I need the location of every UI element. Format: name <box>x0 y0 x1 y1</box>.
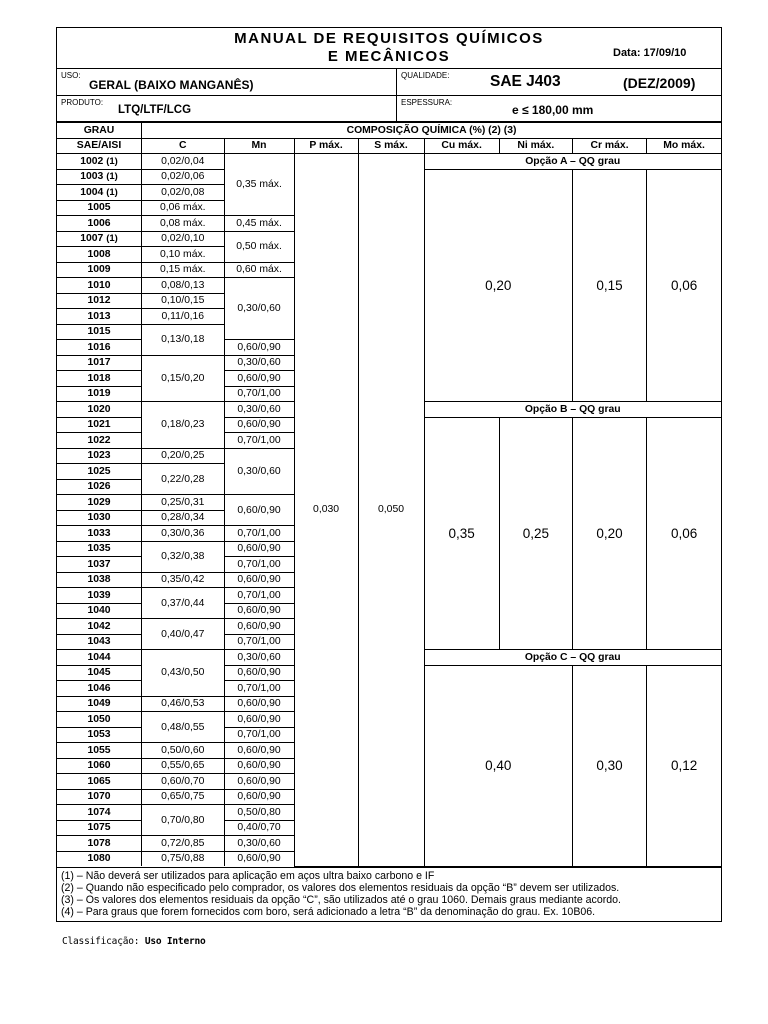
mo-max-value: 0,06 <box>647 169 721 402</box>
grade-number: 1039 <box>87 589 111 601</box>
manganese-cell: 0,30/0,60 <box>224 355 294 371</box>
ni-max-value: 0,25 <box>499 417 572 650</box>
cr-max-value: 0,15 <box>572 169 646 402</box>
grade-cell <box>57 247 142 263</box>
carbon-cell: 0,02/0,08 <box>142 185 224 201</box>
grade-number: 1013 <box>87 310 111 322</box>
grade-number: 1021 <box>87 419 111 431</box>
column-header: P máx. <box>294 138 358 154</box>
grade-cell <box>57 386 142 402</box>
grade-cell <box>57 371 142 387</box>
grade-number: 1044 <box>87 651 111 663</box>
grade-number: 1025 <box>87 465 111 477</box>
manganese-cell: 0,30/0,60 <box>224 650 294 666</box>
manganese-cell: 0,40/0,70 <box>224 820 294 836</box>
cu-ni-max-value: 0,20 <box>424 169 572 402</box>
manganese-cell: 0,60/0,90 <box>224 743 294 759</box>
grade-cell <box>57 216 142 232</box>
grade-cell <box>57 727 142 743</box>
carbon-cell: 0,15 máx. <box>142 262 224 278</box>
grade-cell <box>57 262 142 278</box>
grade-cell <box>57 340 142 356</box>
cr-max-value: 0,20 <box>572 417 646 650</box>
manganese-cell: 0,60/0,90 <box>224 619 294 635</box>
manganese-cell: 0,60/0,90 <box>224 417 294 433</box>
espessura-value: e ≤ 180,00 mm <box>512 103 594 117</box>
carbon-cell: 0,15/0,20 <box>142 355 224 402</box>
qualidade-revision: (DEZ/2009) <box>623 75 696 91</box>
grade-cell <box>57 185 142 201</box>
carbon-cell: 0,37/0,44 <box>142 588 224 619</box>
grade-number: 1009 <box>87 264 111 276</box>
grade-cell <box>57 603 142 619</box>
footnote: (3) – Os valores dos elementos residuais da opção “C”, são utilizados até o grau 1060. Demais graus mediante acordo. <box>61 893 621 906</box>
manganese-cell: 0,70/1,00 <box>224 557 294 573</box>
manganese-cell: 0,60 máx. <box>224 262 294 278</box>
option-title: Opção A – QQ grau <box>424 154 721 170</box>
classification <box>62 936 206 947</box>
grade-cell <box>57 572 142 588</box>
specification-sheet <box>56 27 722 922</box>
mo-max-value: 0,06 <box>647 417 721 650</box>
uso-value: GERAL (BAIXO MANGANÊS) <box>89 78 254 92</box>
grade-cell <box>57 464 142 480</box>
manganese-cell: 0,70/1,00 <box>224 386 294 402</box>
classification-label: Classificação: <box>62 936 140 947</box>
cu-ni-max-value: 0,40 <box>424 665 572 866</box>
grade-cell <box>57 402 142 418</box>
column-header: Cr máx. <box>572 138 646 154</box>
manganese-cell: 0,45 máx. <box>224 216 294 232</box>
column-header: Mo máx. <box>647 138 721 154</box>
grade-number: 1037 <box>87 558 111 570</box>
manganese-cell: 0,30/0,60 <box>224 836 294 852</box>
manganese-cell: 0,30/0,60 <box>224 402 294 418</box>
grade-number: 1008 <box>87 248 111 260</box>
manganese-cell: 0,60/0,90 <box>224 774 294 790</box>
grade-cell <box>57 820 142 836</box>
grade-number: 1017 <box>87 357 111 369</box>
manganese-cell: 0,70/1,00 <box>224 634 294 650</box>
mo-max-value: 0,12 <box>647 665 721 866</box>
grade-number: 1035 <box>87 543 111 555</box>
grade-number: 1006 <box>87 217 111 229</box>
manganese-cell: 0,60/0,90 <box>224 758 294 774</box>
grade-number: 1053 <box>87 729 111 741</box>
grade-cell <box>57 417 142 433</box>
manganese-cell: 0,60/0,90 <box>224 696 294 712</box>
grade-number: 1030 <box>87 512 111 524</box>
grade-number: 1043 <box>87 636 111 648</box>
carbon-cell: 0,11/0,16 <box>142 309 224 325</box>
info-row-produto <box>57 96 721 122</box>
grade-number: 1010 <box>87 279 111 291</box>
grade-cell <box>57 712 142 728</box>
s-max-cell: 0,050 <box>358 154 424 867</box>
grade-cell <box>57 851 142 866</box>
option-title: Opção C – QQ grau <box>424 650 721 666</box>
grade-cell <box>57 355 142 371</box>
manganese-cell: 0,70/1,00 <box>224 681 294 697</box>
grade-note-ref: (1) <box>106 155 118 167</box>
carbon-cell: 0,60/0,70 <box>142 774 224 790</box>
carbon-cell: 0,02/0,04 <box>142 154 224 170</box>
carbon-cell: 0,50/0,60 <box>142 743 224 759</box>
carbon-cell: 0,22/0,28 <box>142 464 224 495</box>
grade-number: 1015 <box>87 326 111 338</box>
document-date: Data: 17/09/10 <box>613 47 687 59</box>
column-header: Cu máx. <box>424 138 499 154</box>
manganese-cell: 0,60/0,90 <box>224 541 294 557</box>
grade-cell <box>57 619 142 635</box>
grade-cell <box>57 200 142 216</box>
footnote: (1) – Não deverá ser utilizados para aplicação em aços ultra baixo carbono e IF <box>61 869 435 882</box>
grade-number: 1042 <box>87 620 111 632</box>
grade-number: 1026 <box>87 481 111 493</box>
carbon-cell: 0,10/0,15 <box>142 293 224 309</box>
table-row <box>57 154 721 170</box>
grade-number: 1045 <box>87 667 111 679</box>
manganese-cell: 0,70/1,00 <box>224 588 294 604</box>
grade-number: 1005 <box>87 202 111 214</box>
grade-number: 1046 <box>87 682 111 694</box>
manganese-cell: 0,30/0,60 <box>224 448 294 495</box>
grade-number: 1055 <box>87 744 111 756</box>
footnotes <box>57 867 721 922</box>
grade-cell <box>57 557 142 573</box>
grade-number: 1020 <box>87 403 111 415</box>
grade-number: 1019 <box>87 388 111 400</box>
manganese-cell: 0,60/0,90 <box>224 665 294 681</box>
column-header: SAE/AISI <box>57 138 142 154</box>
uso-label: USO: <box>61 71 81 80</box>
document-header <box>57 28 721 69</box>
manganese-cell: 0,60/0,90 <box>224 712 294 728</box>
carbon-cell: 0,02/0,10 <box>142 231 224 247</box>
p-max-cell: 0,030 <box>294 154 358 867</box>
grade-cell <box>57 805 142 821</box>
carbon-cell: 0,18/0,23 <box>142 402 224 449</box>
grade-number: 1070 <box>87 791 111 803</box>
manganese-cell: 0,60/0,90 <box>224 789 294 805</box>
grade-number: 1040 <box>87 605 111 617</box>
column-header: Mn <box>224 138 294 154</box>
grade-number: 1002 <box>80 155 104 167</box>
grade-number: 1023 <box>87 450 111 462</box>
cr-max-value: 0,30 <box>572 665 646 866</box>
grade-number: 1003 <box>80 171 104 183</box>
grade-note-ref: (1) <box>106 233 118 245</box>
manganese-cell: 0,50 máx. <box>224 231 294 262</box>
qualidade-value: SAE J403 <box>490 73 561 90</box>
title-line-2: E MECÂNICOS <box>327 48 451 65</box>
grau-header: GRAU <box>57 123 142 139</box>
carbon-cell: 0,08 máx. <box>142 216 224 232</box>
grade-number: 1029 <box>87 496 111 508</box>
grade-number: 1080 <box>87 853 111 865</box>
carbon-cell: 0,13/0,18 <box>142 324 224 355</box>
grade-number: 1022 <box>87 434 111 446</box>
carbon-cell: 0,28/0,34 <box>142 510 224 526</box>
grade-cell <box>57 789 142 805</box>
carbon-cell: 0,46/0,53 <box>142 696 224 712</box>
manganese-cell: 0,70/1,00 <box>224 433 294 449</box>
carbon-cell: 0,75/0,88 <box>142 851 224 866</box>
carbon-cell: 0,25/0,31 <box>142 495 224 511</box>
grade-cell <box>57 448 142 464</box>
qualidade-label: QUALIDADE: <box>401 71 450 80</box>
grade-cell <box>57 231 142 247</box>
grade-cell <box>57 681 142 697</box>
carbon-cell: 0,43/0,50 <box>142 650 224 697</box>
carbon-cell: 0,10 máx. <box>142 247 224 263</box>
grade-cell <box>57 836 142 852</box>
manganese-cell: 0,60/0,90 <box>224 572 294 588</box>
grade-number: 1007 <box>80 233 104 245</box>
carbon-cell: 0,06 máx. <box>142 200 224 216</box>
info-row-uso <box>57 69 721 96</box>
manganese-cell: 0,70/1,00 <box>224 526 294 542</box>
grade-cell <box>57 743 142 759</box>
carbon-cell: 0,02/0,06 <box>142 169 224 185</box>
produto-value: LTQ/LTF/LCG <box>118 104 192 116</box>
manganese-cell: 0,35 máx. <box>224 154 294 216</box>
manganese-cell: 0,60/0,90 <box>224 603 294 619</box>
grade-cell <box>57 433 142 449</box>
manganese-cell: 0,30/0,60 <box>224 278 294 340</box>
grade-cell <box>57 169 142 185</box>
grade-cell <box>57 309 142 325</box>
grade-cell <box>57 774 142 790</box>
carbon-cell: 0,48/0,55 <box>142 712 224 743</box>
grade-number: 1065 <box>87 775 111 787</box>
grade-cell <box>57 495 142 511</box>
produto-label: PRODUTO: <box>61 98 104 107</box>
grade-cell <box>57 588 142 604</box>
grade-cell <box>57 278 142 294</box>
grade-number: 1012 <box>87 295 111 307</box>
grade-cell <box>57 510 142 526</box>
grade-cell <box>57 541 142 557</box>
carbon-cell: 0,65/0,75 <box>142 789 224 805</box>
carbon-cell: 0,55/0,65 <box>142 758 224 774</box>
grade-cell <box>57 634 142 650</box>
grade-number: 1016 <box>87 341 111 353</box>
grade-cell <box>57 650 142 666</box>
grade-cell <box>57 696 142 712</box>
carbon-cell: 0,35/0,42 <box>142 572 224 588</box>
grade-number: 1078 <box>87 837 111 849</box>
grade-number: 1050 <box>87 713 111 725</box>
carbon-cell: 0,32/0,38 <box>142 541 224 572</box>
grade-cell <box>57 293 142 309</box>
grade-cell <box>57 758 142 774</box>
carbon-cell: 0,20/0,25 <box>142 448 224 464</box>
carbon-cell: 0,70/0,80 <box>142 805 224 836</box>
grade-number: 1075 <box>87 822 111 834</box>
carbon-cell: 0,08/0,13 <box>142 278 224 294</box>
manganese-cell: 0,60/0,90 <box>224 851 294 866</box>
classification-value: Uso Interno <box>144 936 206 947</box>
grade-note-ref: (1) <box>106 186 118 198</box>
column-header: Ni máx. <box>499 138 572 154</box>
grade-number: 1038 <box>87 574 111 586</box>
grade-number: 1049 <box>87 698 111 710</box>
title-line-1: MANUAL DE REQUISITOS QUÍMICOS <box>234 30 544 47</box>
grade-cell <box>57 665 142 681</box>
carbon-cell: 0,40/0,47 <box>142 619 224 650</box>
carbon-cell: 0,72/0,85 <box>142 836 224 852</box>
manganese-cell: 0,60/0,90 <box>224 495 294 526</box>
composition-header: COMPOSIÇÃO QUÍMICA (%) (2) (3) <box>142 123 721 139</box>
carbon-cell: 0,30/0,36 <box>142 526 224 542</box>
manganese-cell: 0,70/1,00 <box>224 727 294 743</box>
grade-number: 1033 <box>87 527 111 539</box>
column-header: C <box>142 138 224 154</box>
cu-max-value: 0,35 <box>424 417 499 650</box>
grade-cell <box>57 154 142 170</box>
composition-rows <box>57 154 721 867</box>
grade-cell <box>57 479 142 495</box>
option-title: Opção B – QQ grau <box>424 402 721 418</box>
espessura-label: ESPESSURA: <box>401 98 453 107</box>
manganese-cell: 0,60/0,90 <box>224 371 294 387</box>
grade-number: 1018 <box>87 372 111 384</box>
grade-number: 1004 <box>80 186 104 198</box>
manganese-cell: 0,50/0,80 <box>224 805 294 821</box>
chemical-composition-table <box>57 122 721 867</box>
grade-number: 1060 <box>87 760 111 772</box>
grade-note-ref: (1) <box>106 171 118 183</box>
column-header: S máx. <box>358 138 424 154</box>
grade-number: 1074 <box>87 806 111 818</box>
footnote: (2) – Quando não especificado pelo comprador, os valores dos elementos residuais da opção “B” devem ser utilizados. <box>61 881 620 894</box>
manganese-cell: 0,60/0,90 <box>224 340 294 356</box>
footnote: (4) – Para graus que forem fornecidos com boro, será adicionado a letra “B” da denominação do grau. Ex. 10B06. <box>61 906 596 919</box>
grade-cell <box>57 526 142 542</box>
grade-cell <box>57 324 142 340</box>
